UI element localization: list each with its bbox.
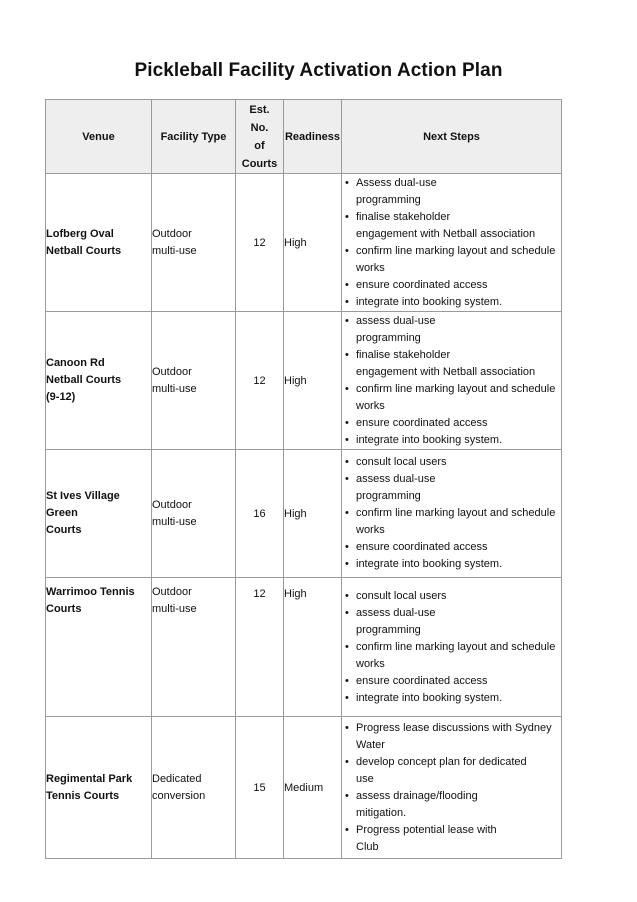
table-row bbox=[46, 578, 562, 717]
venue-cell bbox=[46, 717, 152, 859]
facility-type-line: Outdoor bbox=[152, 365, 192, 378]
step-item bbox=[356, 294, 561, 311]
step-item bbox=[356, 432, 561, 449]
readiness-cell: High bbox=[284, 174, 342, 312]
header-next-steps: Next Steps bbox=[342, 100, 562, 174]
step-item bbox=[356, 673, 561, 690]
step-item bbox=[356, 347, 561, 381]
step-line: • Assess dual-use bbox=[356, 176, 437, 189]
venue-line: Tennis Courts bbox=[46, 789, 120, 802]
courts-cell: 12 bbox=[236, 174, 284, 312]
step-line: • confirm line marking layout and schedule bbox=[356, 382, 556, 395]
courts-cell: 15 bbox=[236, 717, 284, 859]
step-item bbox=[356, 822, 561, 856]
venue-line: Lofberg Oval bbox=[46, 227, 114, 240]
step-line: programming bbox=[356, 490, 421, 502]
venue-line: Netball Courts bbox=[46, 374, 122, 386]
step-item bbox=[356, 539, 561, 556]
step-line: • integrate into booking system. bbox=[356, 433, 503, 446]
next-steps-list bbox=[342, 588, 561, 707]
step-item bbox=[356, 556, 561, 573]
step-line: • assess drainage/flooding bbox=[356, 789, 478, 802]
step-line: • integrate into booking system. bbox=[356, 295, 503, 308]
venue-cell bbox=[46, 578, 152, 717]
step-line: works bbox=[356, 399, 385, 412]
next-steps-list bbox=[342, 720, 561, 856]
readiness-cell: Medium bbox=[284, 717, 342, 859]
facility-type-line: multi-use bbox=[152, 515, 197, 528]
facility-type-line: Outdoor bbox=[152, 227, 192, 240]
next-steps-list bbox=[342, 454, 561, 573]
step-item bbox=[356, 505, 561, 539]
venue-line: (9-12) bbox=[46, 391, 76, 403]
venue-line: Regimental Park bbox=[46, 772, 133, 785]
step-line: • Progress potential lease with bbox=[356, 823, 497, 836]
table-row bbox=[46, 312, 562, 450]
step-item bbox=[356, 313, 561, 347]
step-item bbox=[356, 471, 561, 505]
step-item bbox=[356, 454, 561, 471]
step-line: • assess dual-use bbox=[356, 314, 436, 327]
facility-type-cell bbox=[152, 450, 236, 578]
header-venue: Venue bbox=[46, 100, 152, 174]
step-line: mitigation. bbox=[356, 806, 407, 819]
step-item bbox=[356, 720, 561, 754]
venue-cell bbox=[46, 450, 152, 578]
step-line: Club bbox=[356, 840, 379, 853]
header-courts-line: Est. bbox=[249, 103, 270, 116]
step-line: engagement with Netball association bbox=[356, 365, 536, 378]
table-row bbox=[46, 717, 562, 859]
step-line: engagement with Netball association bbox=[356, 227, 536, 240]
next-steps-cell bbox=[342, 578, 562, 717]
facility-type-line: multi-use bbox=[152, 244, 197, 257]
venue-line: Warrimoo Tennis bbox=[46, 586, 135, 598]
step-line: • confirm line marking layout and schedule bbox=[356, 507, 556, 519]
header-courts-line: Courts bbox=[241, 157, 278, 170]
facility-type-cell bbox=[152, 578, 236, 717]
next-steps-list bbox=[342, 175, 561, 311]
facility-type-line: Outdoor bbox=[152, 498, 192, 511]
step-item bbox=[356, 175, 561, 209]
facility-type-line: conversion bbox=[152, 789, 206, 802]
next-steps-list bbox=[342, 313, 561, 449]
courts-cell: 12 bbox=[236, 578, 284, 717]
venue-cell bbox=[46, 174, 152, 312]
facility-type-line: Outdoor bbox=[152, 586, 192, 598]
next-steps-cell bbox=[342, 174, 562, 312]
step-item bbox=[356, 243, 561, 277]
step-line: • Progress lease discussions with Sydney bbox=[356, 721, 552, 734]
venue-line: Courts bbox=[46, 603, 82, 615]
step-line: programming bbox=[356, 193, 421, 206]
step-line: use bbox=[356, 772, 374, 785]
step-line: • confirm line marking layout and schedule bbox=[356, 244, 556, 257]
step-item bbox=[356, 639, 561, 673]
action-plan-table bbox=[45, 99, 562, 859]
step-item bbox=[356, 754, 561, 788]
courts-cell: 16 bbox=[236, 450, 284, 578]
step-item bbox=[356, 690, 561, 707]
step-line: works bbox=[356, 261, 385, 274]
facility-type-cell bbox=[152, 174, 236, 312]
venue-line: Courts bbox=[46, 524, 82, 536]
step-line: Water bbox=[356, 738, 385, 751]
step-item bbox=[356, 415, 561, 432]
step-line: • consult local users bbox=[356, 589, 447, 602]
step-item bbox=[356, 381, 561, 415]
step-line: • integrate into booking system. bbox=[356, 691, 503, 704]
step-item bbox=[356, 277, 561, 294]
venue-line: Canoon Rd bbox=[46, 357, 105, 369]
next-steps-cell bbox=[342, 717, 562, 859]
step-line: • assess dual-use bbox=[356, 473, 436, 485]
step-line: • consult local users bbox=[356, 456, 447, 468]
facility-type-cell bbox=[152, 312, 236, 450]
header-facility-type: Facility Type bbox=[152, 100, 236, 174]
step-line: • ensure coordinated access bbox=[356, 541, 488, 553]
step-line: • develop concept plan for dedicated bbox=[356, 755, 527, 768]
readiness-cell: High bbox=[284, 450, 342, 578]
table-row bbox=[46, 174, 562, 312]
step-line: programming bbox=[356, 331, 421, 344]
venue-line: St Ives Village Green bbox=[46, 490, 120, 519]
step-item bbox=[356, 605, 561, 639]
step-line: • ensure coordinated access bbox=[356, 278, 488, 291]
step-line: programming bbox=[356, 623, 421, 636]
table-row bbox=[46, 450, 562, 578]
venue-cell bbox=[46, 312, 152, 450]
header-courts-line: of bbox=[254, 139, 265, 152]
step-line: • assess dual-use bbox=[356, 606, 436, 619]
facility-type-line: multi-use bbox=[152, 603, 197, 615]
facility-type-cell bbox=[152, 717, 236, 859]
facility-type-line: Dedicated bbox=[152, 772, 202, 785]
step-line: • finalise stakeholder bbox=[356, 348, 451, 361]
step-line: • ensure coordinated access bbox=[356, 674, 488, 687]
courts-cell: 12 bbox=[236, 312, 284, 450]
readiness-cell: High bbox=[284, 312, 342, 450]
step-line: • ensure coordinated access bbox=[356, 416, 488, 429]
step-line: • finalise stakeholder bbox=[356, 210, 451, 223]
next-steps-cell bbox=[342, 450, 562, 578]
readiness-cell: High bbox=[284, 578, 342, 717]
step-item bbox=[356, 588, 561, 605]
step-item bbox=[356, 209, 561, 243]
next-steps-cell bbox=[342, 312, 562, 450]
venue-line: Netball Courts bbox=[46, 244, 122, 257]
step-line: • integrate into booking system. bbox=[356, 558, 503, 570]
document-title: Pickleball Facility Activation Action Plan bbox=[134, 60, 503, 81]
header-row bbox=[46, 100, 562, 174]
header-courts bbox=[236, 100, 284, 174]
header-readiness: Readiness bbox=[284, 100, 342, 174]
header-courts-line: No. bbox=[250, 121, 269, 134]
facility-type-line: multi-use bbox=[152, 382, 197, 395]
step-line: • confirm line marking layout and schedule bbox=[356, 640, 556, 653]
step-line: works bbox=[356, 657, 385, 670]
step-line: works bbox=[356, 524, 385, 536]
step-item bbox=[356, 788, 561, 822]
